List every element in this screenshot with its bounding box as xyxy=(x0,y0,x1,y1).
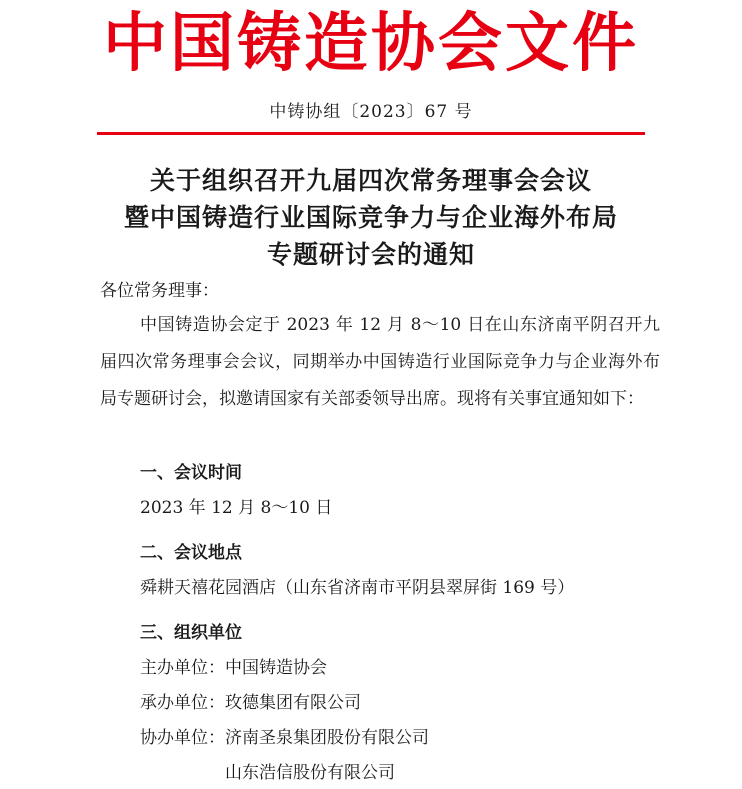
meeting-location: 舜耕天禧花园酒店（山东省济南市平阴县翠屏街 169 号） xyxy=(140,578,575,598)
document-masthead: 中国铸造协会文件 xyxy=(103,7,639,81)
co-organizer-label: 协办单位： xyxy=(140,728,225,748)
red-divider-line xyxy=(97,132,645,135)
section-heading-organizers: 三、组织单位 xyxy=(140,623,242,643)
co-organizer-value-2: 山东浩信股份有限公司 xyxy=(225,763,395,783)
undertaker-label: 承办单位： xyxy=(140,693,225,713)
undertaker-value: 玫德集团有限公司 xyxy=(225,693,361,713)
undertaker-row xyxy=(140,690,361,716)
section-heading-time: 一、会议时间 xyxy=(140,463,242,483)
section-heading-location: 二、会议地点 xyxy=(140,543,242,563)
document-number: 中铸协组〔2023〕67 号 xyxy=(269,102,473,122)
title-line-2: 暨中国铸造行业国际竞争力与企业海外布局 xyxy=(123,203,618,232)
co-organizer-value-1: 济南圣泉集团股份有限公司 xyxy=(225,728,429,748)
host-row xyxy=(140,655,327,681)
host-value: 中国铸造协会 xyxy=(225,658,327,678)
host-label: 主办单位： xyxy=(140,658,225,678)
title-line-3: 专题研讨会的通知 xyxy=(266,240,475,269)
salutation: 各位常务理事： xyxy=(100,281,219,301)
title-line-1: 关于组织召开九届四次常务理事会会议 xyxy=(149,166,592,195)
meeting-time: 2023 年 12 月 8～10 日 xyxy=(140,498,333,518)
intro-paragraph: 中国铸造协会定于 2023 年 12 月 8～10 日在山东济南平阴召开九届四次常务理事会会议，同期举办中国铸造行业国际竞争力与企业海外布局专题研讨会，拟邀请国家有关部委领导出席。现将有关事宜通知如下： xyxy=(100,315,660,409)
co-organizer-row xyxy=(140,725,429,751)
